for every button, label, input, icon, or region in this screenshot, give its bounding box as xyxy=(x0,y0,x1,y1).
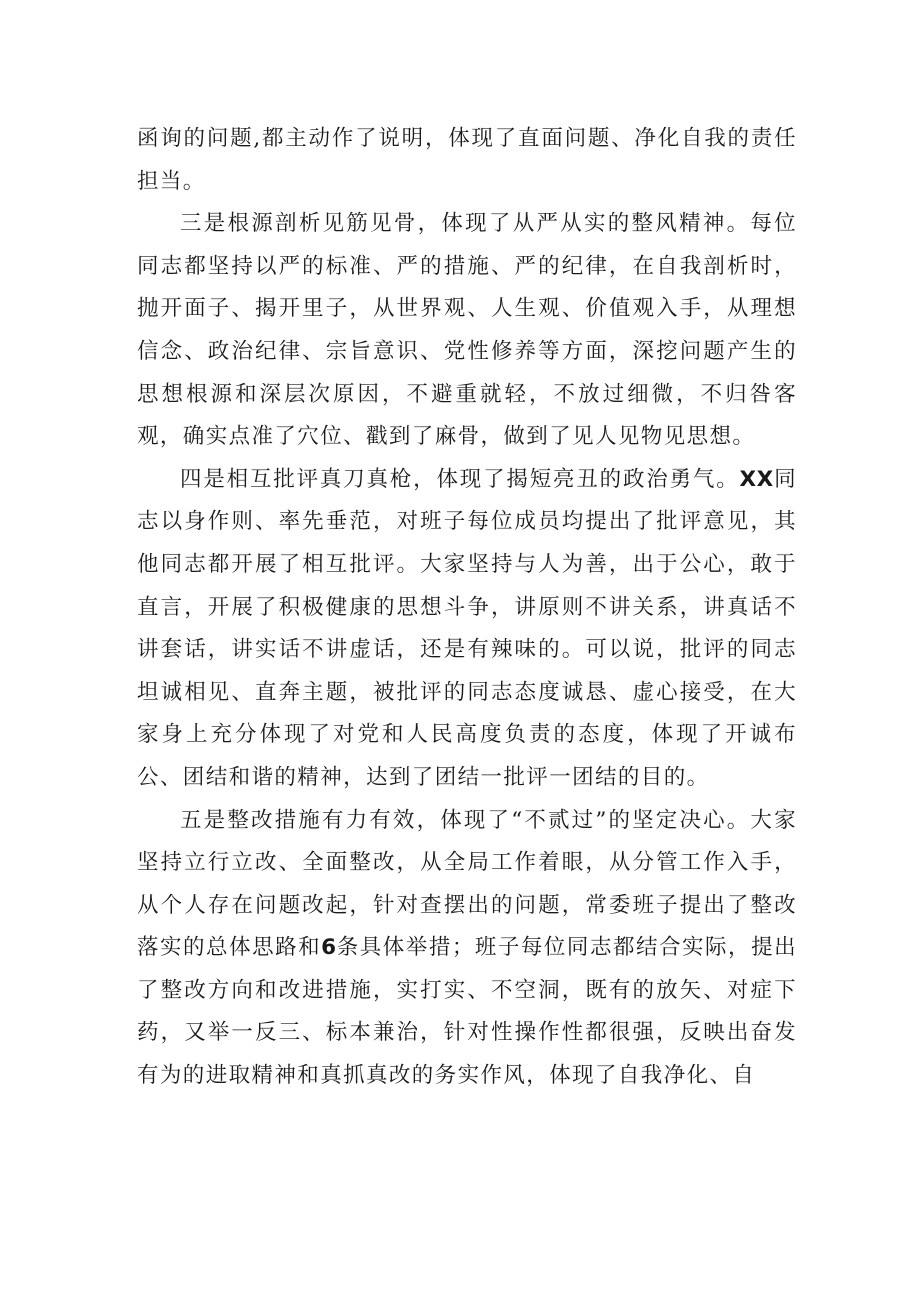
paragraph-root-analysis xyxy=(137,203,797,459)
paragraph-text: 条具体举措；班子每位同志都结合实际，提出了整改方向和改进措施，实打实、不空洞，既有的放矢、对症下药，又举一反三、标本兼治，针对性操作性都很强，反映出奋发有为的进取精神和真抓真改的务实作风，体现了自我净化、自 xyxy=(137,935,797,1089)
paragraph-text: 函询的问题,都主动作了说明，体现了直面问题、净化自我的责任担当。 xyxy=(137,126,797,194)
paragraph-mutual-criticism xyxy=(137,459,797,800)
paragraph-text: 四是相互批评真刀真枪，体现了揭短亮丑的政治勇气。 xyxy=(180,466,740,492)
document-body xyxy=(137,118,797,1098)
paragraph-text: 五是整改措施有力有效，体现了“不贰过”的坚定决心。大家坚持立行立改、全面整改，从全局工作着眼，从分管工作入手，从个人存在问题改起，针对查摆出的问题，常委班子提出了整改落实的总体思路和 xyxy=(137,807,797,961)
paragraph-responsibility xyxy=(137,118,797,203)
measure-count: 6 xyxy=(321,935,337,961)
paragraph-rectification xyxy=(137,800,797,1098)
paragraph-text: 同志以身作则、率先垂范，对班子每位成员均提出了批评意见，其他同志都开展了相互批评。大家坚持与人为善，出于公心，敢于直言，开展了积极健康的思想斗争，讲原则不讲关系，讲真话不讲套话，讲实话不讲虚话，还是有辣味的。可以说，批评的同志坦诚相见、直奔主题，被批评的同志态度诚恳、虚心接受，在大家身上充分体现了对党和人民高度负责的态度，体现了开诚布公、团结和谐的精神，达到了团结一批评一团结的目的。 xyxy=(137,466,798,790)
placeholder-name: XX xyxy=(739,466,774,492)
paragraph-text: 三是根源剖析见筋见骨，体现了从严从实的整风精神。每位同志都坚持以严的标准、严的措施、严的纪律，在自我剖析时，抛开面子、揭开里子，从世界观、人生观、价值观入手，从理想信念、政治纪律、宗旨意识、党性修养等方面，深挖问题产生的思想根源和深层次原因，不避重就轻，不放过细微，不归咎客观，确实点准了穴位、戳到了麻骨，做到了见人见物见思想。 xyxy=(137,211,797,450)
